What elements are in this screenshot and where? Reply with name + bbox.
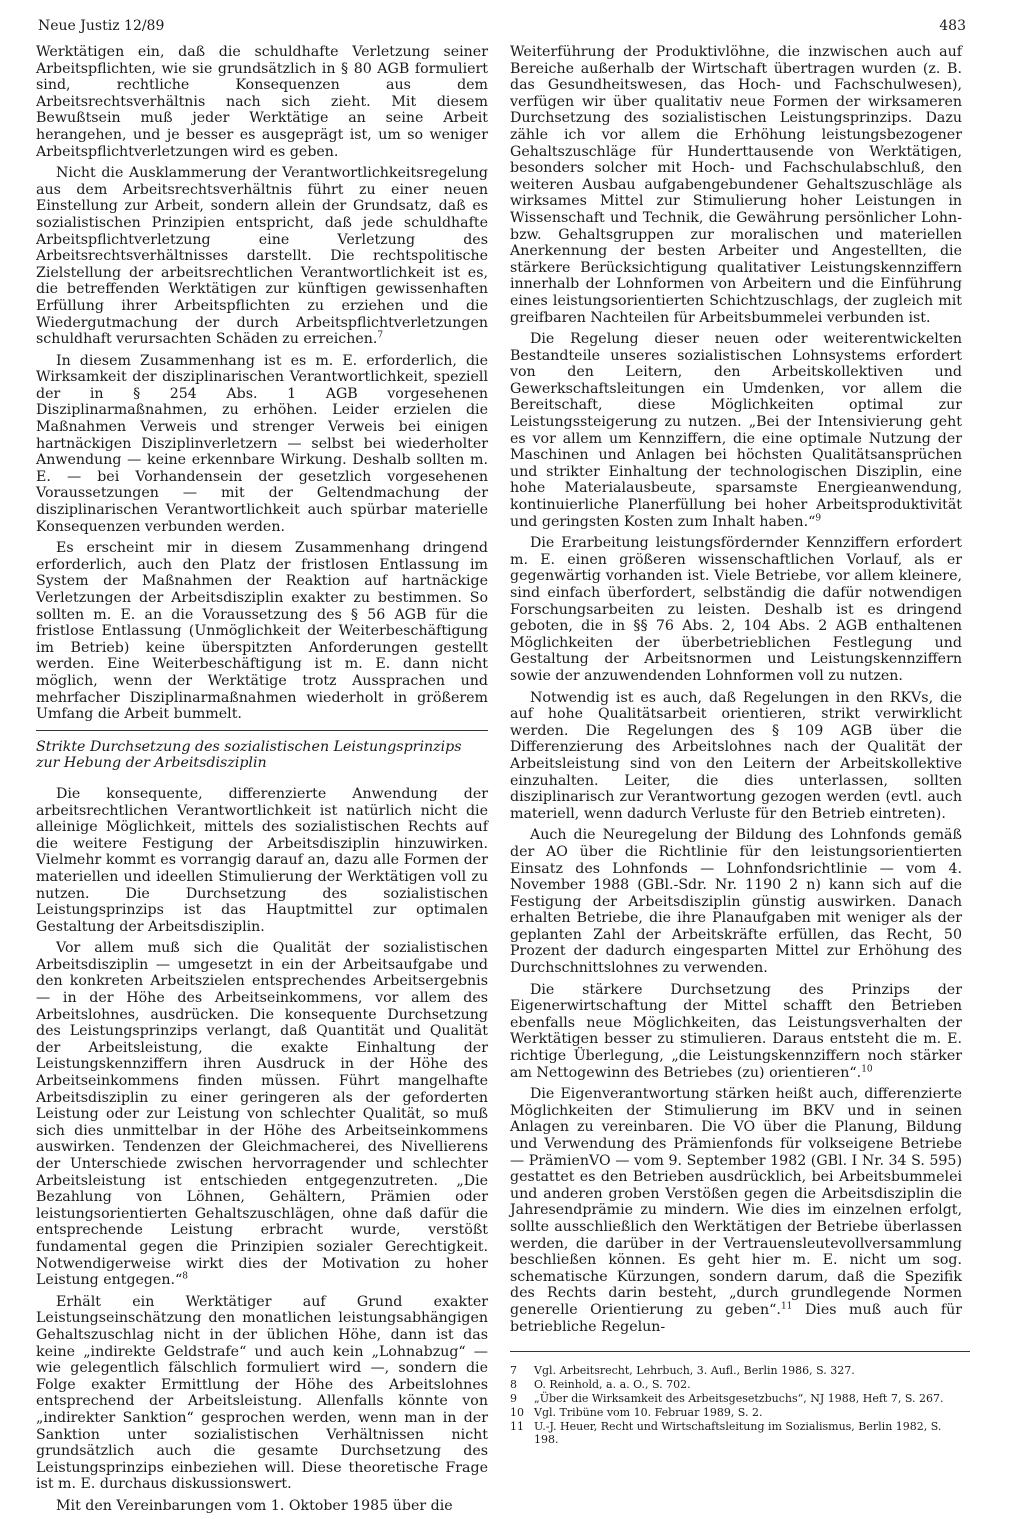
paragraph: Notwendig ist es auch, daß Regelungen in den RKVs, die auf hohe Qualitätsarbeit orientieren, strikt verwirklicht werden. Die Regelungen des § 109 AGB über die Differenzierung des Arbeitslohnes nach der Qualität der Arbeitsleistung sind von den Leitern der Arbeitskollektive einzuhalten. Leiter, die dies unterlassen, sollten disziplinarisch zur Verantwortung gezogen werden (evtl. auch materiell, wenn dadurch Verluste für den Betrieb eintreten). xyxy=(510,689,962,822)
section-heading-line: Strikte Durchsetzung des sozialistischen Leistungsprinzips xyxy=(36,738,462,755)
page-number: 483 xyxy=(939,18,966,34)
paragraph: Die Regelung dieser neuen oder weiterentwickelten Bestandteile unseres sozialistischen Lohnsystems erfordert von den Leitern, den Arbeitskollektiven und Gewerkschaftsleitungen ein Umdenken, vor allem die Bereitschaft, diese Möglichkeiten optimal zur Leistungssteigerung zu nutzen. „Bei der Intensivierung geht es vor allem um Kennziffern, die eine optimale Nutzung der Maschinen und Anlagen bei höchsten Qualitätsansprüchen und strikter Einhaltung der technologischen Disziplin, eine hohe Materialausbeute, sparsamste Energieanwendung, kontinuierliche Planerfüllung bei hoher Arbeitsproduktivität und geringsten Kosten zum Inhalt haben.“$^9$ xyxy=(510,331,962,530)
journal-title: Neue Justiz 12/89 xyxy=(38,18,165,34)
footnote: 10 Vgl. Tribüne vom 10. Februar 1989, S. 2. xyxy=(510,1406,763,1420)
paragraph: Erhält ein Werktätiger auf Grund exakter Leistungseinschätzung den monatlichen leistungsabhängigen Gehaltszuschlag nicht in der üblichen Höhe, dann ist das keine „indirekte Geldstrafe“ und auch kein „Lohnabzug“ — wie gelegentlich fälschlich formuliert wird —, sondern die Folge exakter Ermittlung der Höhe des Arbeitslohnes entsprechend der Arbeitsleistung. Allenfalls könnte von „indirekter Sanktion“ gesprochen werden, wenn man in der Sanktion unter sozialistischen Verhältnissen nicht grundsätzlich auch die gesamte Durchsetzung des Leistungsprinzips einbeziehen will. Diese theoretische Frage ist m. E. durchaus diskussionswert. xyxy=(36,1293,488,1493)
paragraph: Nicht die Ausklammerung der Verantwortlichkeitsregelung aus dem Arbeitsrechtsverhältnis führt zu einer neuen Einstellung zur Arbeit, sondern allein der Grundsatz, daß es sozialistischen Prinzipien entspricht, daß jede schuldhafte Arbeitspflichtverletzung eine Verletzung des Arbeitsrechtsverhältnisses darstellt. Die rechtspolitische Zielstellung der arbeitsrechtlichen Verantwortlichkeit ist es, die betreffenden Werktätigen zur künftigen gewissenhaften Erfüllung ihrer Arbeitspflichten zu erziehen und die Wiedergutmachung der durch Arbeitspflichtverletzungen schuldhaft verursachten Schäden zu erreichen.$^7$ xyxy=(36,165,488,348)
section-divider xyxy=(36,730,488,731)
footnote-divider xyxy=(510,1351,970,1352)
paragraph: Weiterführung der Produktivlöhne, die inzwischen auch auf Bereiche außerhalb der Wirtschaft übertragen wurden (z. B. das Gesundheitswesen, das Hoch- und Fachschulwesen), verfügen wir über qualitativ neue Formen der wirksameren Durchsetzung des sozialistischen Leistungsprinzips. Dazu zähle ich vor allem die Erhöhung leistungsbezogener Gehaltszuschläge für Hunderttausende von Werktätigen, besonders solcher mit Hoch- und Fachschulabschluß, den weiteren Ausbau aufgabengebundener Gehaltszuschläge als wirksames Mittel zur Stimulierung hoher Leistungen in Wissenschaft und Technik, die Gewährung persönlicher Lohn- bzw. Gehaltsgruppen zur moralischen und materiellen Anerkennung der besten Arbeiter und Angestellten, die stärkere Berücksichtigung qualitativer Leistungskennziffern innerhalb der Lohnformen von Arbeitern und die Einführung eines leistungsorientierten Schichtzuschlags, der zugleich mit greifbaren Nachteilen für Arbeitsbummelei verbunden ist. xyxy=(510,44,962,326)
paragraph: Mit den Vereinbarungen vom 1. Oktober 1985 über die xyxy=(56,1497,453,1514)
paragraph: In diesem Zusammenhang ist es m. E. erforderlich, die Wirksamkeit der disziplinarischen Verantwortlichkeit, speziell der in § 254 Abs. 1 AGB vorgesehenen Disziplinarmaßnahmen, zu erhöhen. Leider erzielen die Maßnahmen Verweis und strenger Verweis bei einigen hartnäckigen Disziplinverletzern — selbst bei wiederholter Anwendung — keine erkennbare Wirkung. Deshalb sollten m. E. — bei Vorhandensein der gesetzlich vorgesehenen Voraussetzungen — mit der Geltendmachung der disziplinarischen Verantwortlichkeit auch spürbar materielle Konsequenzen verbunden werden. xyxy=(36,352,488,535)
paragraph: Die Erarbeitung leistungsfördernder Kennziffern erfordert m. E. einen größeren wissenschaftlichen Vorlauf, als er gegenwärtig vorhanden ist. Viele Betriebe, vor allem kleinere, sind einfach überfordert, selbständig die dafür notwendigen Forschungsarbeiten zu leisten. Deshalb ist es dringend geboten, die in §§ 76 Abs. 2, 104 Abs. 2 AGB enthaltenen Möglichkeiten der überbetrieblichen Festlegung und Gestaltung der Arbeitsnormen und Leistungskennziffern sowie der anzuwendenden Lohnformen voll zu nutzen. xyxy=(510,535,962,684)
paragraph: Vor allem muß sich die Qualität der sozialistischen Arbeitsdisziplin — umgesetzt in ein der Arbeitsaufgabe und den konkreten Arbeitszielen entsprechendes Arbeitsergebnis — in der Höhe des Arbeitseinkommens, vor allem des Arbeitslohnes, ausdrücken. Die konsequente Durchsetzung des Leistungsprinzips verlangt, daß Quantität und Qualität der Arbeitsleistung, die exakte Einhaltung der Leistungskennziffern ihren Ausdruck in der Höhe des Arbeitseinkommens finden müssen. Führt mangelhafte Arbeitsdisziplin zu einer geringeren als der geforderten Leistung oder zur Leistung von schlechter Qualität, so muß sich dies unmittelbar in der Höhe des Arbeitseinkommens auswirken. Tendenzen der Gleichmacherei, des Nivellierens der Unterschiede zwischen hervorragender und schlechter Arbeitsleistung ist entschieden entgegenzutreten. „Die Bezahlung von Löhnen, Gehältern, Prämien oder leistungsorientierten Gehaltszuschlägen, ohne daß dafür die entsprechende Leistung erbracht wurde, verstößt fundamental gegen die Prinzipien sozialer Gerechtigkeit. Notwendigerweise wirkt dies der Motivation zu hoher Leistung entgegen.“$^8$ xyxy=(36,940,488,1289)
footnote-ref: 11 xyxy=(780,1301,793,1312)
paragraph: Die Eigenverantwortung stärken heißt auch, differenzierte Möglichkeiten der Stimulierung im BKV und in seinen Anlagen zu vereinbaren. Die VO über die Planung, Bildung und Verwendung des Prämienfonds für volkseigene Betriebe — PrämienVO — vom 9. September 1982 (GBl. I Nr. 34 S. 595) gestattet es den Betrieben ausdrücklich, bei Arbeitsbummelei und anderen groben Verstößen gegen die Arbeitsdisziplin die Jahresendprämie zu mindern. Wie dies im einzelnen erfolgt, sollte ausschließlich den Werktätigen der Betriebe überlassen werden, die darüber in der Vertrauensleutevollversammlung beschließen können. Es geht hier m. E. nicht um sog. schematische Kürzungen, sondern darum, daß die Spezifik des Rechts darin besteht, „durch grundlegende Normen generelle Orientierung zu geben“.$^{11}$ Dies muß auch für betriebliche Regelun- xyxy=(510,1086,962,1335)
paragraph: Auch die Neuregelung der Bildung des Lohnfonds gemäß der AO über die Richtlinie für den leistungsorientierten Einsatz des Lohnfonds — Lohnfondsrichtlinie — vom 4. November 1988 (GBl.-Sdr. Nr. 1190 2 n) kann sich auf die Festigung der Arbeitsdisziplin günstig auswirken. Danach erhalten Betriebe, die ihre Planaufgaben mit weniger als der geplanten Zahl der Arbeitskräfte erfüllen, das Recht, 50 Prozent der dadurch eingesparten Mittel zur Erhöhung des Durchschnittslohnes zu verwenden. xyxy=(510,827,962,977)
footnote-ref: 7 xyxy=(377,330,384,341)
footnote: 9 „Über die Wirksamkeit des Arbeitsgesetzbuchs“, NJ 1988, Heft 7, S. 267. xyxy=(510,1392,944,1406)
paragraph: Die konsequente, differenzierte Anwendung der arbeitsrechtlichen Verantwortlichkeit ist natürlich nicht die alleinige Möglichkeit, mittels des sozialistischen Rechts auf die weitere Festigung der Arbeitsdisziplin hinzuwirken. Vielmehr kommt es vorrangig darauf an, dazu alle Formen der materiellen und ideellen Stimulierung der Werktätigen voll zu nutzen. Die Durchsetzung des sozialistischen Leistungsprinzips ist das Hauptmittel zur optimalen Gestaltung der Arbeitsdisziplin. xyxy=(36,785,488,935)
paragraph: Werktätigen ein, daß die schuldhafte Verletzung seiner Arbeitspflichten, wie sie grundsätzlich in § 80 AGB formuliert sind, rechtliche Konsequenzen aus dem Arbeitsrechtsverhältnis nach sich zieht. Mit diesem Bewußtsein muß jeder Werktätige an seine Arbeit herangehen, und je besser es ausgeprägt ist, um so weniger Arbeitspflichtverletzungen wird es geben. xyxy=(36,44,488,160)
footnote: 11 U.-J. Heuer, Recht und Wirtschaftsleitung im Sozialismus, Berlin 1982, S. 198. xyxy=(510,1420,942,1447)
right-column xyxy=(510,44,962,1447)
footnote-ref: 8 xyxy=(182,1271,189,1282)
footnote: 8 O. Reinhold, a. a. O., S. 702. xyxy=(510,1378,691,1392)
footnote-ref: 9 xyxy=(815,512,822,523)
paragraph: Es erscheint mir in diesem Zusammenhang dringend erforderlich, auch den Platz der fristlosen Entlassung im System der Maßnahmen der Reaktion auf hartnäckige Verletzungen der Arbeitsdisziplin exakter zu bestimmen. So sollten m. E. an die Voraussetzung des § 56 AGB für die fristlose Entlassung (Unmöglichkeit der Weiterbeschäftigung im Betrieb) keine überspitzten Anforderungen gestellt werden. Eine Weiterbeschäftigung ist m. E. dann nicht möglich, wenn der Werktätige trotz Aussprachen und mehrfacher Disziplinarmaßnahmen wiederholt in größerem Umfang die Arbeit bummelt. xyxy=(36,540,488,723)
footnote-ref: 10 xyxy=(861,1063,873,1074)
footnote: 7 Vgl. Arbeitsrecht, Lehrbuch, 3. Aufl., Berlin 1986, S. 327. xyxy=(510,1364,855,1378)
paragraph: Die stärkere Durchsetzung des Prinzips der Eigenerwirtschaftung der Mittel schafft den Betrieben ebenfalls neue Möglichkeiten, das Leistungsverhalten der Werktätigen besser zu stimulieren. Daraus entsteht die m. E. richtige Überlegung, „die Leistungskennziffern noch stärker am Nettogewinn des Betriebes (zu) orientieren“.$^{10}$ xyxy=(510,981,962,1081)
left-column xyxy=(36,44,488,1519)
section-heading-line: zur Hebung der Arbeitsdisziplin xyxy=(36,755,267,772)
footnotes xyxy=(510,1364,962,1446)
section-heading xyxy=(36,739,488,772)
